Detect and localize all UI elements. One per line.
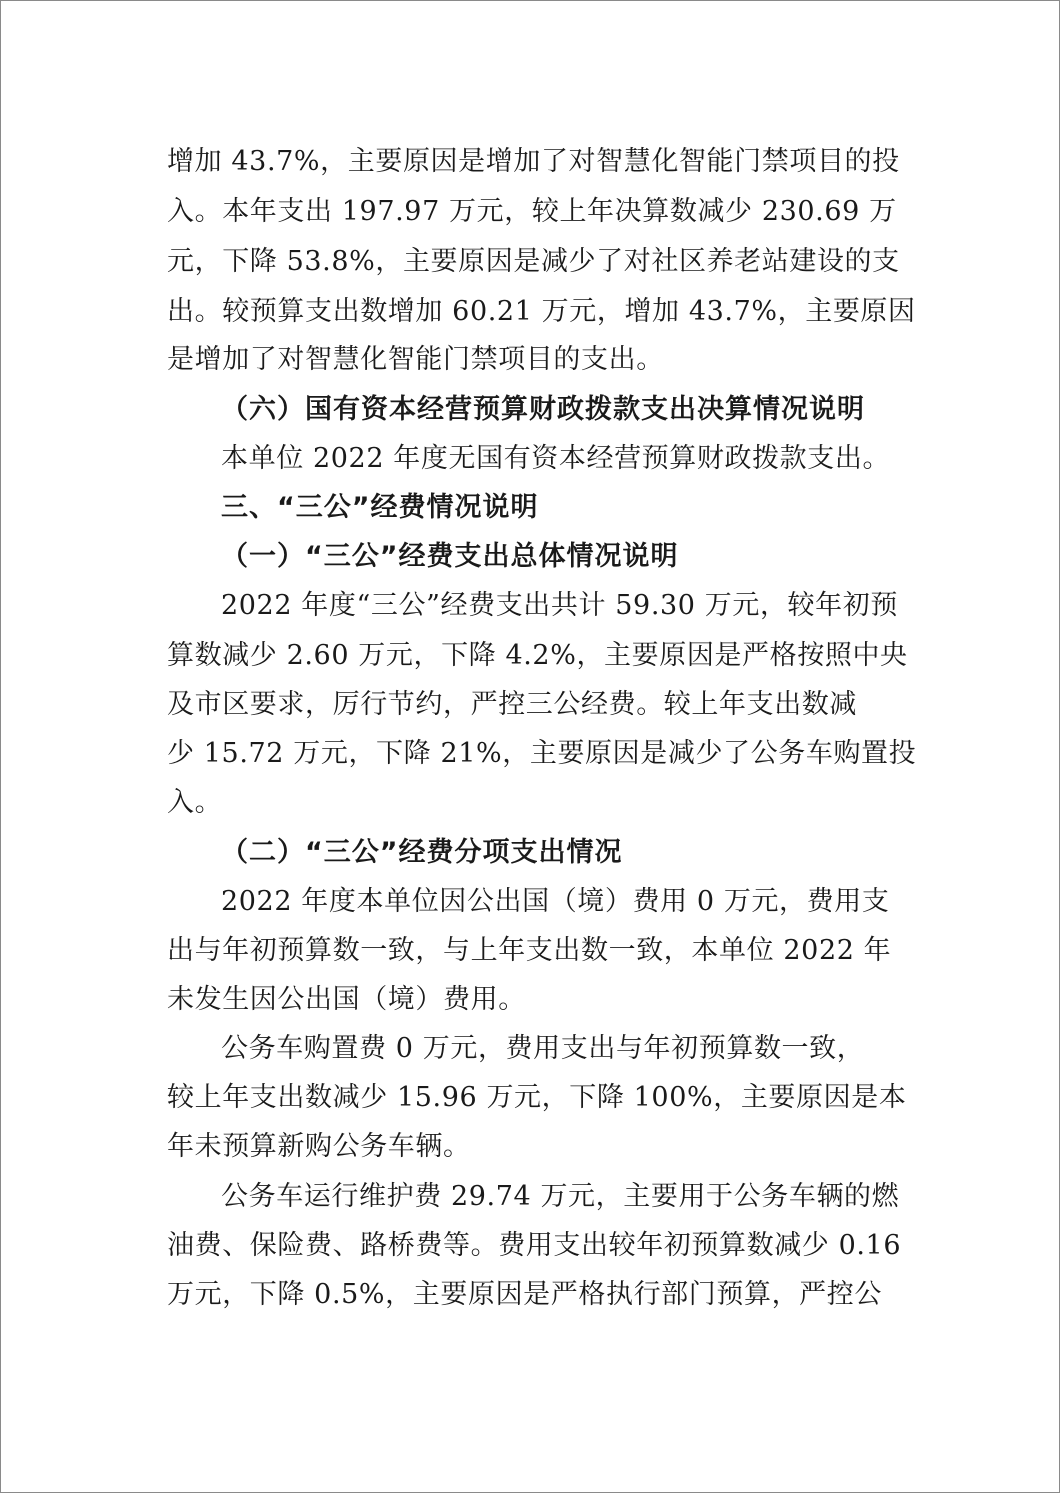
- paragraph-line: 公务车运行维护费 29.74 万元，主要用于公务车辆的燃: [221, 1181, 900, 1212]
- subsection-heading-2: （二）“三公”经费分项支出情况: [221, 837, 623, 868]
- paragraph-line: 出。较预算支出数增加 60.21 万元，增加 43.7%，主要原因: [167, 296, 916, 327]
- paragraph-line: 年未预算新购公务车辆。: [167, 1131, 471, 1162]
- section-heading-6: （六）国有资本经营预算财政拨款支出决算情况说明: [221, 394, 865, 425]
- paragraph-line: 2022 年度本单位因公出国（境）费用 0 万元，费用支: [221, 886, 890, 917]
- paragraph-line: 未发生因公出国（境）费用。: [167, 984, 526, 1015]
- paragraph-line: 2022 年度“三公”经费支出共计 59.30 万元，较年初预: [221, 590, 898, 621]
- paragraph-line: 入。: [167, 787, 223, 818]
- paragraph-line: 较上年支出数减少 15.96 万元，下降 100%，主要原因是本: [167, 1082, 907, 1113]
- paragraph-line: 油费、保险费、路桥费等。费用支出较年初预算数减少 0.16: [167, 1230, 902, 1261]
- paragraph-line: 出与年初预算数一致，与上年支出数一致，本单位 2022 年: [167, 935, 892, 966]
- paragraph-line: 元，下降 53.8%，主要原因是减少了对社区养老站建设的支: [167, 246, 900, 277]
- paragraph-line: 及市区要求，厉行节约，严控三公经费。较上年支出数减: [167, 689, 857, 720]
- paragraph-line: 是增加了对智慧化智能门禁项目的支出。: [167, 344, 664, 375]
- paragraph-line: 入。本年支出 197.97 万元，较上年决算数减少 230.69 万: [167, 196, 897, 227]
- section-heading-3: 三、“三公”经费情况说明: [221, 492, 539, 523]
- paragraph-line: 算数减少 2.60 万元，下降 4.2%，主要原因是严格按照中央: [167, 640, 908, 671]
- paragraph-line: 增加 43.7%，主要原因是增加了对智慧化智能门禁项目的投: [167, 146, 900, 177]
- paragraph-line: 万元，下降 0.5%，主要原因是严格执行部门预算，严控公: [167, 1279, 882, 1310]
- paragraph-line: 本单位 2022 年度无国有资本经营预算财政拨款支出。: [221, 443, 891, 474]
- subsection-heading-1: （一）“三公”经费支出总体情况说明: [221, 541, 679, 572]
- paragraph-line: 少 15.72 万元，下降 21%，主要原因是减少了公务车购置投: [167, 738, 917, 769]
- paragraph-line: 公务车购置费 0 万元，费用支出与年初预算数一致，: [221, 1033, 865, 1064]
